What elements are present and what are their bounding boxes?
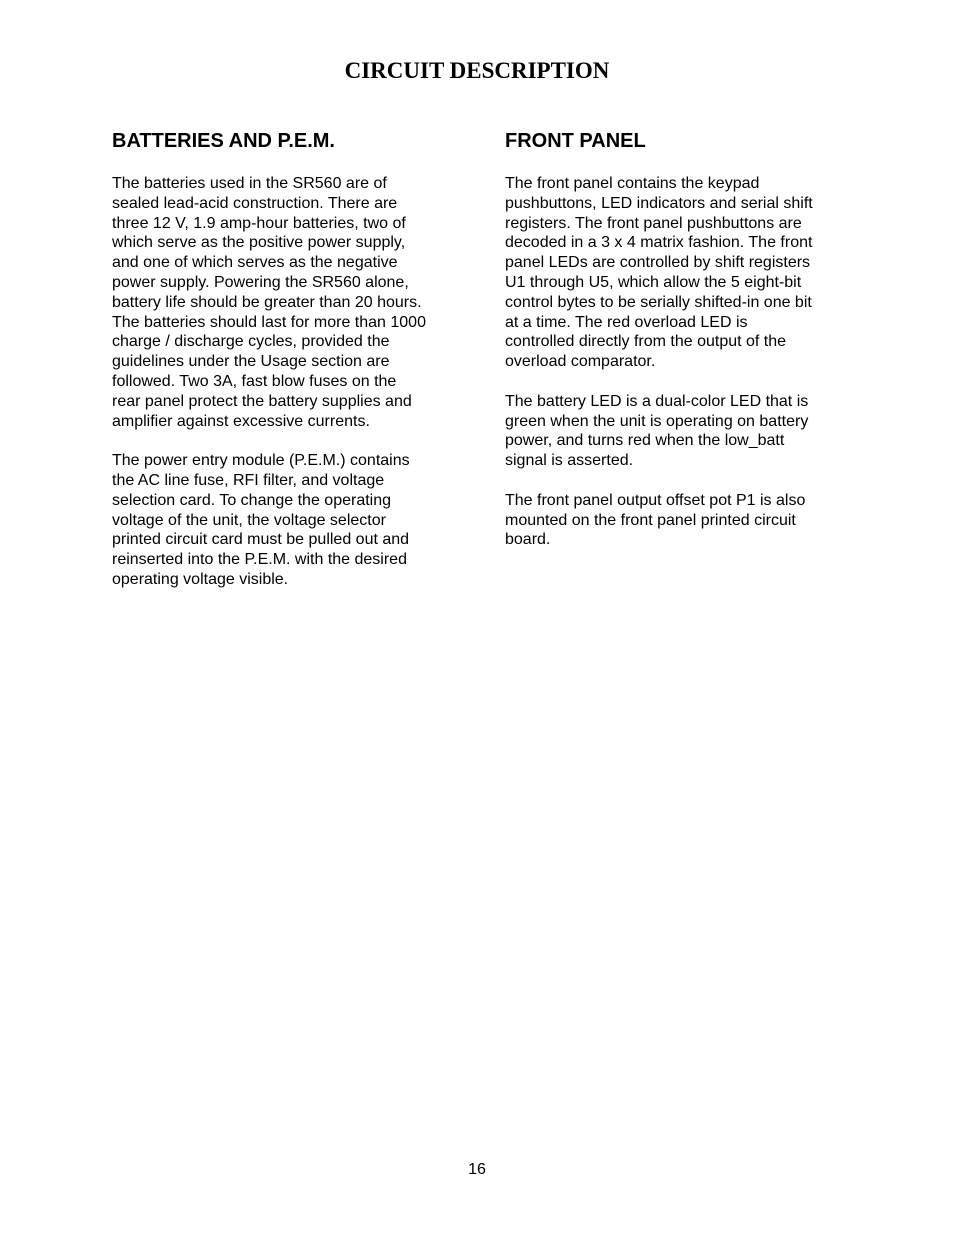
front-panel-section — [505, 128, 850, 570]
paragraph-batteries: The batteries used in the SR560 are of sealed lead-acid construction. There are three 12 V, 1.9 amp-hour batteries, two of which serve as the positive power supply, and one of which serves as the negative power supply. Powering the SR560 alone, battery life should be greater than 20 hours. The batteries should last for more than 1000 charge / discharge cycles, provided the guidelines under the Usage section are followed. Two 3A, fast blow fuses on the rear panel protect the battery supplies and amplifier against excessive currents. — [112, 175, 426, 430]
section-heading-front-panel: FRONT PANEL — [505, 130, 646, 152]
page-number: 16 — [468, 1161, 486, 1178]
batteries-section — [112, 128, 457, 610]
page-title: CIRCUIT DESCRIPTION — [344, 58, 610, 83]
paragraph-battery-led: The battery LED is a dual-color LED that is green when the unit is operating on battery power, and turns red when the low_batt signal is asserted. — [505, 392, 809, 470]
paragraph-offset-pot: The front panel output offset pot P1 is also mounted on the front panel printed circuit board. — [505, 491, 806, 549]
section-heading-batteries: BATTERIES AND P.E.M. — [112, 130, 335, 152]
paragraph-power-entry-module: The power entry module (P.E.M.) contains the AC line fuse, RFI filter, and voltage selection card. To change the operating voltage of the unit, the voltage selector printed circuit card must be pulled out and reinserted into the P.E.M. with the desired operating voltage visible. — [112, 452, 410, 588]
paragraph-front-panel: The front panel contains the keypad pushbuttons, LED indicators and serial shift registers. The front panel pushbuttons are decoded in a 3 x 4 matrix fashion. The front panel LEDs are controlled by shift registers U1 through U5, which allow the 5 eight-bit control bytes to be serially shifted-in one bit at a time. The red overload LED is controlled directly from the output of the overload comparator. — [505, 175, 813, 371]
